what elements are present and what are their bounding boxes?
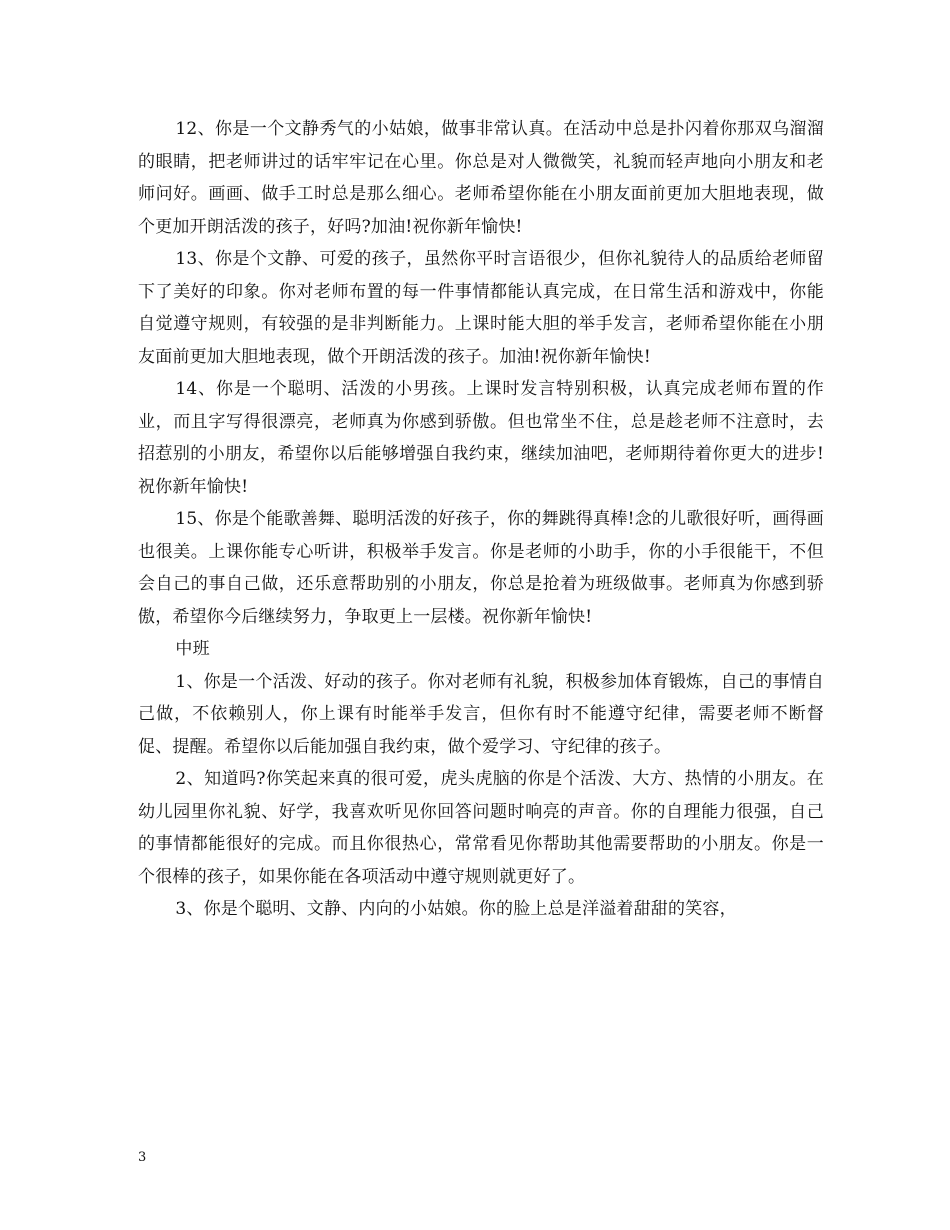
paragraph-middle-1: 1、你是一个活泼、好动的孩子。你对老师有礼貌，积极参加体育锻炼，自己的事情自己做，不依赖别人，你上课有时能举手发言，但你有时不能遵守纪律，需要老师不断督促、提醒。希望你以后能加强自我约束，做个爱学习、守纪律的孩子。 xyxy=(138,671,824,757)
document-body xyxy=(138,113,824,926)
section-heading-middle-class: 中班 xyxy=(175,639,210,659)
paragraph-15: 15、你是个能歌善舞、聪明活泼的好孩子，你的舞跳得真棒!念的儿歌很好听，画得画也很美。上课你能专心听讲，积极举手发言。你是老师的小助手，你的小手很能干，不但会自己的事自己做，还乐意帮助别的小朋友，你总是抢着为班级做事。老师真为你感到骄傲，希望你今后继续努力，争取更上一层楼。祝你新年愉快! xyxy=(138,509,824,627)
paragraph-13: 13、你是个文静、可爱的孩子，虽然你平时言语很少，但你礼貌待人的品质给老师留下了美好的印象。你对老师布置的每一件事情都能认真完成，在日常生活和游戏中，你能自觉遵守规则，有较强的是非判断能力。上课时能大胆的举手发言，老师希望你能在小朋友面前更加大胆地表现，做个开朗活泼的孩子。加油!祝你新年愉快! xyxy=(138,249,824,367)
page-number: 3 xyxy=(138,1150,147,1165)
paragraph-middle-2: 2、知道吗?你笑起来真的很可爱，虎头虎脑的你是个活泼、大方、热情的小朋友。在幼儿园里你礼貌、好学，我喜欢听见你回答问题时响亮的声音。你的自理能力很强，自己的事情都能很好的完成。而且你很热心，常常看见你帮助其他需要帮助的小朋友。你是一个很棒的孩子，如果你能在各项活动中遵守规则就更好了。 xyxy=(138,769,824,887)
paragraph-12: 12、你是一个文静秀气的小姑娘，做事非常认真。在活动中总是扑闪着你那双乌溜溜的眼睛，把老师讲过的话牢牢记在心里。你总是对人微微笑，礼貌而轻声地向小朋友和老师问好。画画、做手工时总是那么细心。老师希望你能在小朋友面前更加大胆地表现，做个更加开朗活泼的孩子，好吗?加油!祝你新年愉快! xyxy=(138,119,824,237)
paragraph-middle-3: 3、你是个聪明、文静、内向的小姑娘。你的脸上总是洋溢着甜甜的笑容， xyxy=(175,899,737,919)
paragraph-14: 14、你是一个聪明、活泼的小男孩。上课时发言特别积极，认真完成老师布置的作业，而且字写得很漂亮，老师真为你感到骄傲。但也常坐不住，总是趁老师不注意时，去招惹别的小朋友，希望你以后能够增强自我约束，继续加油吧，老师期待着你更大的进步!祝你新年愉快! xyxy=(138,379,824,497)
